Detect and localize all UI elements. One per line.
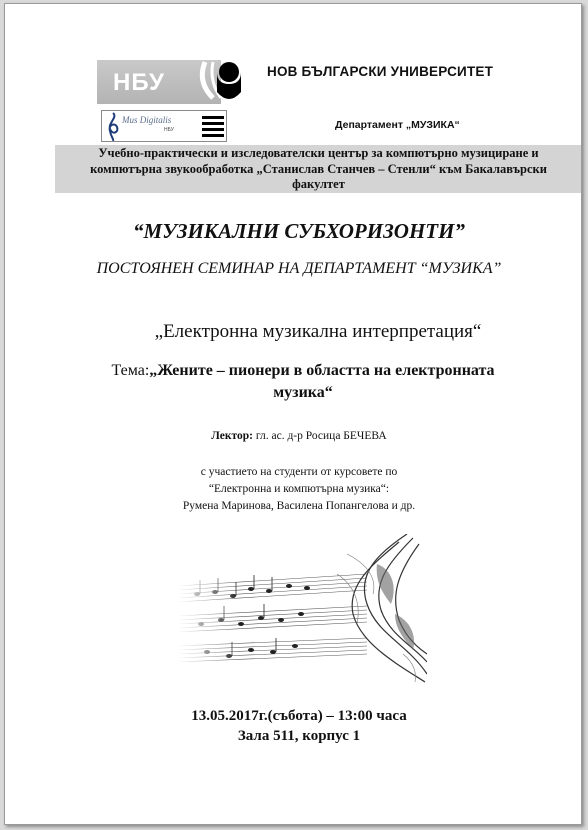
theme-line-1: „Жените – пионери в областта на електронната (149, 362, 495, 379)
lector-label: Лектор: (211, 430, 253, 442)
lector (5, 430, 582, 442)
theme-line-2: музика“ (273, 384, 333, 401)
center-description (55, 146, 582, 193)
center-logo-text: Mus Digitalis (122, 115, 172, 125)
university-name: НОВ БЪЛГАРСКИ УНИВЕРСИТЕТ (267, 64, 494, 79)
center-line-3: факултет (292, 177, 345, 191)
nbu-logo (97, 60, 253, 104)
treble-clef-icon (104, 111, 122, 141)
nbu-emblem-icon (195, 58, 253, 106)
seminar-subtitle: ПОСТОЯНЕН СЕМИНАР НА ДЕПАРТАМЕНТ “МУЗИКА” (96, 260, 502, 277)
participation-line-3: Румена Маринова, Василена Попангелова и др. (182, 500, 416, 512)
center-logo-sub: НБУ (164, 127, 174, 133)
participation-line-1: с участието на студенти от курсовете по (200, 466, 398, 478)
center-line-1: Учебно-практически и изследователски център за компютърно музициране и (98, 146, 539, 160)
event-date: 13.05.2017г.(събота) – 13:00 часа (191, 708, 407, 724)
poster-page (4, 3, 582, 825)
center-line-2: компютърна звукообработка „Станислав Станчев – Стенли“ към Бакалавърски (90, 161, 547, 176)
lector-name: гл. ас. д-р Росица БЕЧЕВА (255, 430, 387, 442)
center-logo (101, 110, 227, 142)
participation-line-2: “Електронна и компютърна музика“: (208, 483, 390, 495)
nbu-logo-text: НБУ (113, 69, 165, 96)
lecture-theme (53, 360, 553, 404)
lecture-topic: „Електронна музикална интерпретация“ (154, 321, 482, 342)
theme-label: Тема: (111, 362, 150, 379)
event-hall: Зала 511, корпус 1 (237, 728, 361, 744)
department-name: Департамент „МУЗИКА“ (335, 119, 460, 131)
participation (5, 464, 582, 515)
sheet-music-illustration (177, 534, 427, 684)
seminar-title: “МУЗИКАЛНИ СУБХОРИЗОНТИ” (133, 219, 465, 243)
keyboard-stripes-icon (202, 115, 224, 137)
